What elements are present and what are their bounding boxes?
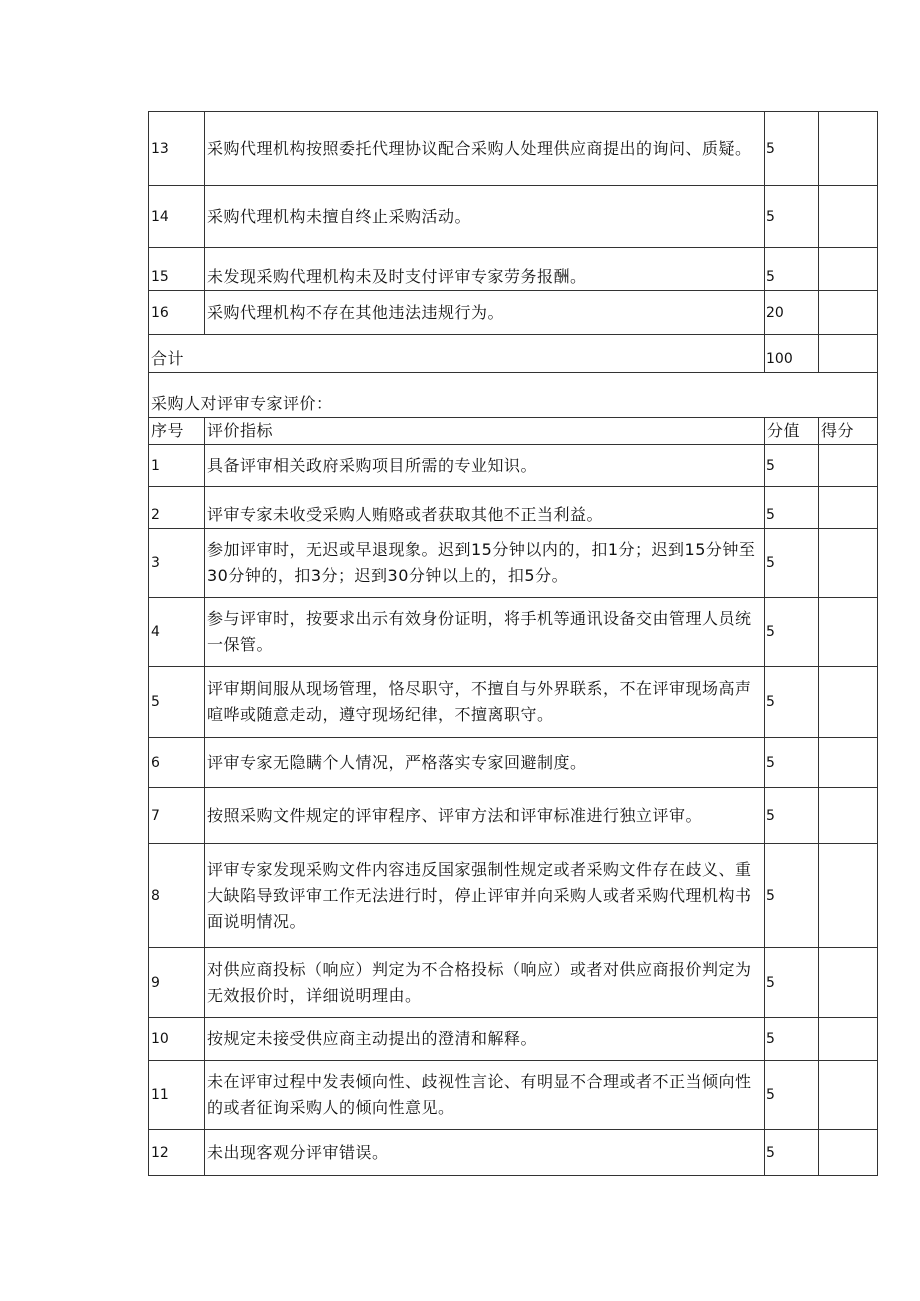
section-title-row [149,373,878,418]
indicator-text: 未在评审过程中发表倾向性、歧视性言论、有明显不合理或者不正当倾向性的或者征询采购人的倾向性意见。 [205,1061,765,1130]
score-value: 5 [765,445,819,487]
obtained-score-cell[interactable] [819,529,878,598]
obtained-score-cell[interactable] [819,844,878,948]
obtained-score-cell[interactable] [819,445,878,487]
table-row [149,738,878,788]
row-number: 16 [149,291,205,335]
indicator-text: 采购代理机构按照委托代理协议配合采购人处理供应商提出的询问、质疑。 [205,112,765,186]
table-row [149,788,878,844]
indicator-text: 参加评审时，无迟或早退现象。迟到15分钟以内的，扣1分；迟到15分钟至30分钟的，扣3分；迟到30分钟以上的，扣5分。 [205,529,765,598]
score-value: 5 [765,738,819,788]
table-row [149,667,878,738]
obtained-score-cell[interactable] [819,186,878,248]
score-value: 5 [765,1130,819,1176]
row-number: 12 [149,1130,205,1176]
header-obtained: 得分 [819,418,878,445]
row-number: 4 [149,598,205,667]
score-value: 5 [765,248,819,291]
score-value: 20 [765,291,819,335]
score-value: 5 [765,112,819,186]
table-row [149,598,878,667]
row-number: 6 [149,738,205,788]
obtained-score-cell[interactable] [819,291,878,335]
total-obtained-cell[interactable] [819,335,878,373]
total-score: 100 [765,335,819,373]
table-row [149,844,878,948]
indicator-text: 采购代理机构未擅自终止采购活动。 [205,186,765,248]
table-row [149,529,878,598]
indicator-text: 按规定未接受供应商主动提出的澄清和解释。 [205,1018,765,1061]
score-value: 5 [765,598,819,667]
row-number: 5 [149,667,205,738]
total-row [149,335,878,373]
indicator-text: 评审专家无隐瞒个人情况，严格落实专家回避制度。 [205,738,765,788]
table-row [149,445,878,487]
table-row [149,948,878,1018]
indicator-text: 未出现客观分评审错误。 [205,1130,765,1176]
row-number: 15 [149,248,205,291]
section-title: 采购人对评审专家评价： [149,373,878,418]
obtained-score-cell[interactable] [819,1061,878,1130]
obtained-score-cell[interactable] [819,948,878,1018]
obtained-score-cell[interactable] [819,1018,878,1061]
obtained-score-cell[interactable] [819,598,878,667]
score-value: 5 [765,186,819,248]
header-score: 分值 [765,418,819,445]
header-indicator: 评价指标 [205,418,765,445]
indicator-text: 未发现采购代理机构未及时支付评审专家劳务报酬。 [205,248,765,291]
score-value: 5 [765,1018,819,1061]
header-number: 序号 [149,418,205,445]
obtained-score-cell[interactable] [819,248,878,291]
score-value: 5 [765,844,819,948]
score-value: 5 [765,788,819,844]
evaluation-table [148,111,878,1176]
obtained-score-cell[interactable] [819,738,878,788]
obtained-score-cell[interactable] [819,788,878,844]
row-number: 11 [149,1061,205,1130]
table-row [149,1018,878,1061]
table-row [149,1130,878,1176]
row-number: 2 [149,487,205,529]
indicator-text: 具备评审相关政府采购项目所需的专业知识。 [205,445,765,487]
table-row [149,1061,878,1130]
indicator-text: 参与评审时，按要求出示有效身份证明，将手机等通讯设备交由管理人员统一保管。 [205,598,765,667]
indicator-text: 评审期间服从现场管理，恪尽职守，不擅自与外界联系，不在评审现场高声喧哗或随意走动，遵守现场纪律，不擅离职守。 [205,667,765,738]
score-value: 5 [765,1061,819,1130]
table-row [149,487,878,529]
obtained-score-cell[interactable] [819,1130,878,1176]
indicator-text: 采购代理机构不存在其他违法违规行为。 [205,291,765,335]
indicator-text: 评审专家发现采购文件内容违反国家强制性规定或者采购文件存在歧义、重大缺陷导致评审工作无法进行时，停止评审并向采购人或者采购代理机构书面说明情况。 [205,844,765,948]
obtained-score-cell[interactable] [819,487,878,529]
row-number: 10 [149,1018,205,1061]
row-number: 3 [149,529,205,598]
score-value: 5 [765,948,819,1018]
obtained-score-cell[interactable] [819,112,878,186]
row-number: 1 [149,445,205,487]
table-row [149,248,878,291]
score-value: 5 [765,529,819,598]
total-label: 合计 [149,335,765,373]
indicator-text: 评审专家未收受采购人贿赂或者获取其他不正当利益。 [205,487,765,529]
table-row [149,112,878,186]
indicator-text: 对供应商投标（响应）判定为不合格投标（响应）或者对供应商报价判定为无效报价时，详细说明理由。 [205,948,765,1018]
obtained-score-cell[interactable] [819,667,878,738]
row-number: 9 [149,948,205,1018]
table-row [149,291,878,335]
row-number: 13 [149,112,205,186]
row-number: 7 [149,788,205,844]
row-number: 14 [149,186,205,248]
table-row [149,186,878,248]
evaluation-sheet [148,111,877,1176]
indicator-text: 按照采购文件规定的评审程序、评审方法和评审标准进行独立评审。 [205,788,765,844]
row-number: 8 [149,844,205,948]
score-value: 5 [765,667,819,738]
score-value: 5 [765,487,819,529]
table-header-row [149,418,878,445]
